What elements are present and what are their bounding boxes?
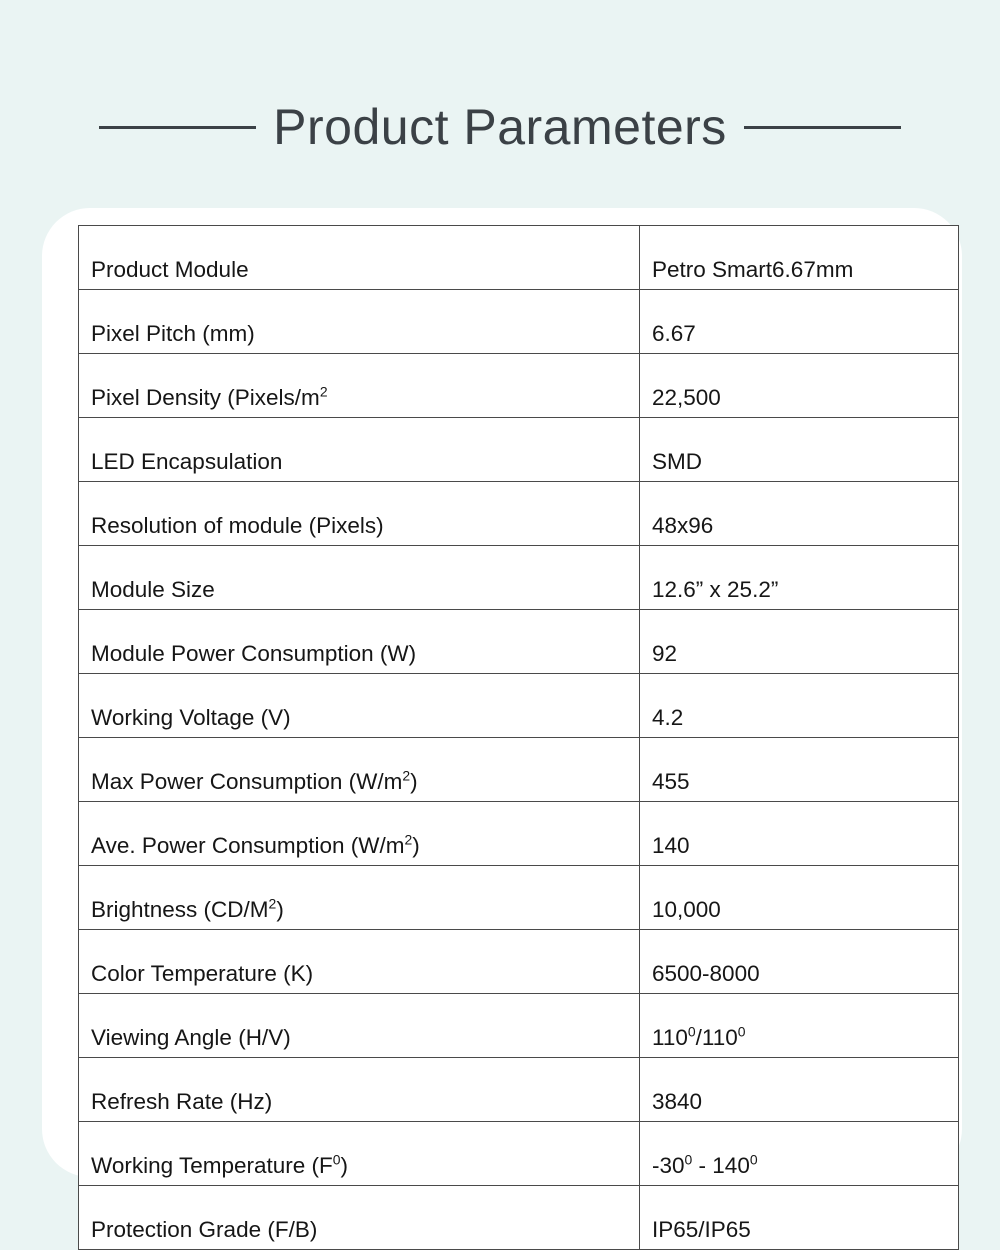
param-value-cell: 22,500 (640, 354, 959, 418)
table-row (79, 674, 959, 738)
param-label-cell: Color Temperature (K) (79, 930, 640, 994)
title-line-left (99, 126, 256, 129)
param-value-cell: 10,000 (640, 866, 959, 930)
title-line-right (744, 126, 901, 129)
param-label-cell: Viewing Angle (H/V) (79, 994, 640, 1058)
page-title: Product Parameters (273, 99, 727, 155)
param-value-cell: 140 (640, 802, 959, 866)
param-value-cell: 4.2 (640, 674, 959, 738)
param-label-cell: Module Size (79, 546, 640, 610)
param-value-cell: 455 (640, 738, 959, 802)
parameters-table-body (79, 226, 959, 1250)
param-label-cell: Refresh Rate (Hz) (79, 1058, 640, 1122)
param-value-cell: 3840 (640, 1058, 959, 1122)
param-label-cell: Working Voltage (V) (79, 674, 640, 738)
param-value-cell: 12.6” x 25.2” (640, 546, 959, 610)
param-label-cell: Max Power Consumption $(W/m^2)$ (79, 738, 640, 802)
param-value-cell: IP65/IP65 (640, 1186, 959, 1250)
param-label-cell: Ave. Power Consumption $(W/m^2)$ (79, 802, 640, 866)
param-label-cell: Pixel Pitch (mm) (79, 290, 640, 354)
param-value-cell: 6500-8000 (640, 930, 959, 994)
table-row (79, 482, 959, 546)
param-value-cell: 48x96 (640, 482, 959, 546)
param-label-cell: Module Power Consumption (W) (79, 610, 640, 674)
page-header (0, 96, 1000, 158)
table-row (79, 226, 959, 290)
table-row (79, 354, 959, 418)
table-row (79, 802, 959, 866)
table-row (79, 418, 959, 482)
param-value-cell: 92 (640, 610, 959, 674)
param-label-cell: Pixel Density ($Pixels/m^2$ (79, 354, 640, 418)
param-label-cell: Working Temperature $(F^0)$ (79, 1122, 640, 1186)
table-row (79, 1186, 959, 1250)
param-value-cell: Petro Smart6.67mm (640, 226, 959, 290)
table-row (79, 930, 959, 994)
param-label-cell: LED Encapsulation (79, 418, 640, 482)
param-label-cell: Protection Grade (F/B) (79, 1186, 640, 1250)
param-value-cell: 6.67 (640, 290, 959, 354)
table-row (79, 290, 959, 354)
table-row (79, 1122, 959, 1186)
param-label-cell: Resolution of module (Pixels) (79, 482, 640, 546)
param-value-cell: SMD (640, 418, 959, 482)
parameters-card (42, 208, 962, 1243)
table-row (79, 610, 959, 674)
table-row (79, 1058, 959, 1122)
param-value-cell: $110^0/110^0$ (640, 994, 959, 1058)
table-row (79, 546, 959, 610)
table-row (79, 994, 959, 1058)
table-row (79, 866, 959, 930)
param-value-cell: $-30^0 - 140^0$ (640, 1122, 959, 1186)
param-label-cell: Brightness $(CD/M^2)$ (79, 866, 640, 930)
param-label-cell: Product Module (79, 226, 640, 290)
parameters-table (78, 225, 959, 1250)
table-row (79, 738, 959, 802)
